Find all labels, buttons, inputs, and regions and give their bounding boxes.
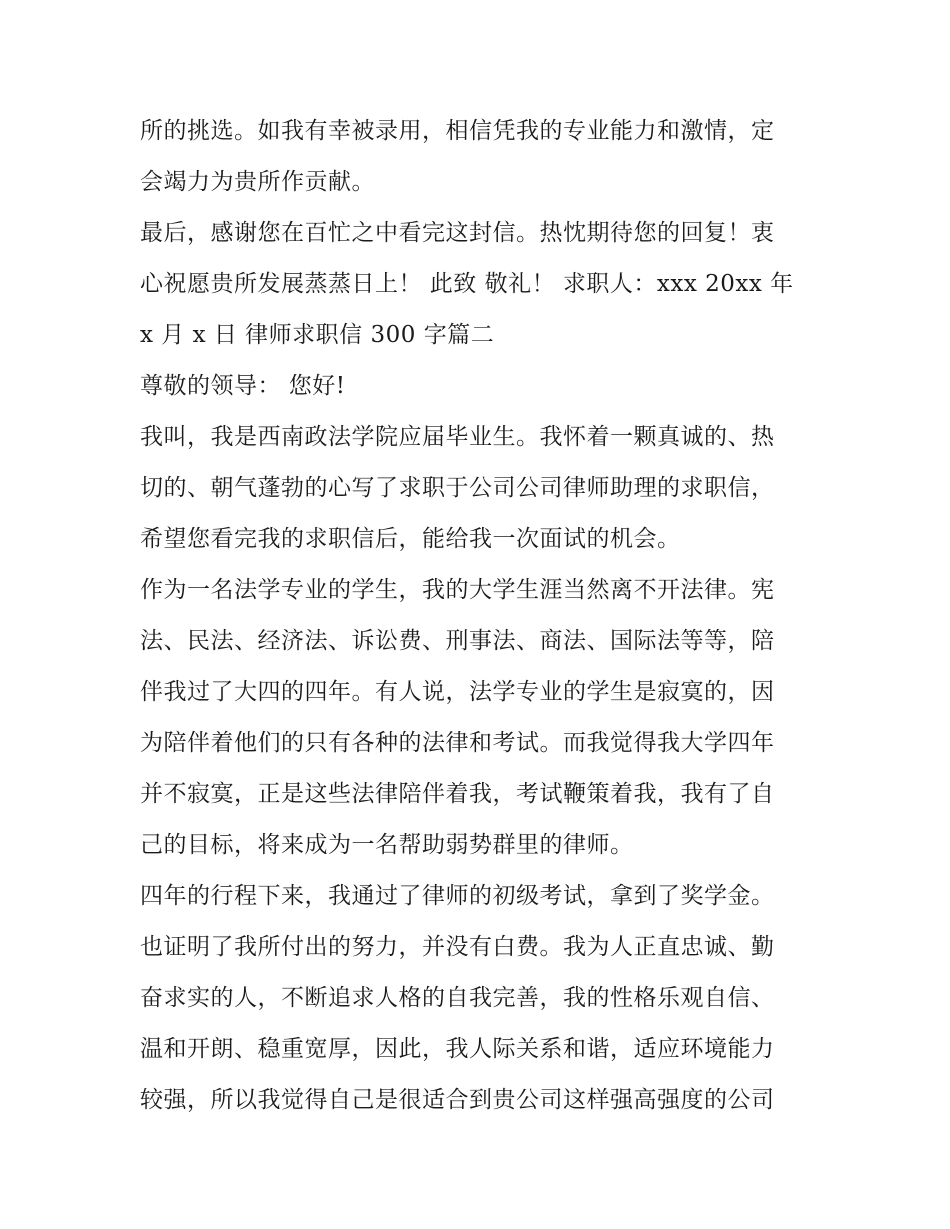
text-line: 奋求实的人，不断追求人格的自我完善，我的性格乐观自信、 (140, 985, 775, 1011)
text-line: 较强，所以我觉得自己是很适合到贵公司这样强高强度的公司 (140, 1087, 775, 1113)
text-line: 心祝愿贵所发展蒸蒸日上！ 此致 敬礼！ 求职人：xxx 20xx 年 (140, 271, 794, 297)
salutation-line: 尊敬的领导： 您好! (140, 373, 346, 399)
text-line: 作为一名法学专业的学生，我的大学生涯当然离不开法律。宪 (140, 577, 775, 603)
text-line: 并不寂寞，正是这些法律陪伴着我，考试鞭策着我，我有了自 (140, 781, 775, 807)
text-line: 伴我过了大四的四年。有人说，法学专业的学生是寂寞的，因 (140, 679, 775, 705)
text-line: 希望您看完我的求职信后，能给我一次面试的机会。 (140, 526, 681, 552)
section-title-line: x 月 x 日 律师求职信 300 字篇二 (140, 322, 495, 348)
text-line: 我叫，我是西南政法学院应届毕业生。我怀着一颗真诚的、热 (140, 424, 775, 450)
letter-body (140, 106, 820, 1126)
text-line: 法、民法、经济法、诉讼费、刑事法、商法、国际法等等，陪 (140, 628, 775, 654)
text-line: 所的挑选。如我有幸被录用，相信凭我的专业能力和激情，定 (140, 118, 775, 144)
text-line: 最后，感谢您在百忙之中看完这封信。热忱期待您的回复！衷 (140, 220, 775, 246)
text-line: 会竭力为贵所作贡献。 (140, 169, 375, 195)
text-line: 切的、朝气蓬勃的心写了求职于公司公司律师助理的求职信， (140, 475, 775, 501)
text-line: 为陪伴着他们的只有各种的法律和考试。而我觉得我大学四年 (140, 730, 775, 756)
text-line: 温和开朗、稳重宽厚，因此，我人际关系和谐，适应环境能力 (140, 1036, 775, 1062)
text-line: 四年的行程下来，我通过了律师的初级考试，拿到了奖学金。 (140, 883, 775, 909)
text-line: 也证明了我所付出的努力，并没有白费。我为人正直忠诚、勤 (140, 934, 775, 960)
text-line: 己的目标，将来成为一名帮助弱势群里的律师。 (140, 832, 634, 858)
